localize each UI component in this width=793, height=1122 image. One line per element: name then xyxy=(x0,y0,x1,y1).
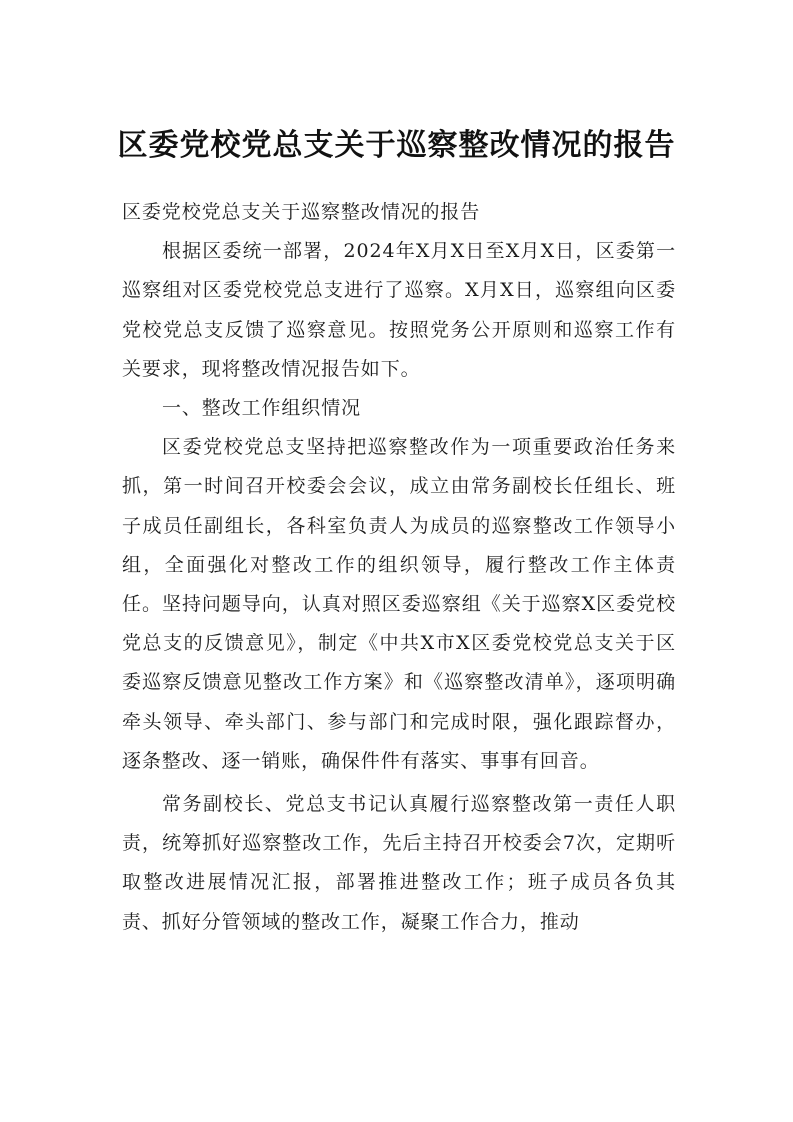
section-heading: 一、整改工作组织情况 xyxy=(162,397,362,420)
body-paragraph: 区委党校党总支坚持把巡察整改作为一项重要政治任务来抓，第一时间召开校委会会议，成立由常务副校长任组长、班子成员任副组长，各科室负责人为成员的巡察整改工作领导小组，全面强化对整改工作的组织领导，履行整改工作主体责任。坚持问题导向，认真对照区委巡察组《关于巡察X区委党校党总支的反馈意见》，制定《中共X市X区委党校党总支关于区委巡察反馈意见整改工作方案》和《巡察整改清单》，逐项明确牵头领导、牵头部门、参与部门和完成时限，强化跟踪督办，逐条整改、逐一销账，确保件件有落实、事事有回音。 xyxy=(122,436,676,772)
body-paragraph: 常务副校长、党总支书记认真履行巡察整改第一责任人职责，统筹抓好巡察整改工作，先后主持召开校委会7次，定期听取整改进展情况汇报，部署推进整改工作；班子成员各负其责、抓好分管领域的整改工作，凝聚工作合力，推动 xyxy=(122,793,676,933)
document-title: 区委党校党总支关于巡察整改情况的报告 xyxy=(117,128,676,163)
document-body xyxy=(122,193,676,942)
intro-paragraph: 根据区委统一部署，2024年X月X日至X月X日，区委第一巡察组对区委党校党总支进行了巡察。X月X日，巡察组向区委党校党总支反馈了巡察意见。按照党务公开原则和巡察工作有关要求，现将整改情况报告如下。 xyxy=(122,240,676,380)
subtitle-paragraph: 区委党校党总支关于巡察整改情况的报告 xyxy=(122,201,481,223)
